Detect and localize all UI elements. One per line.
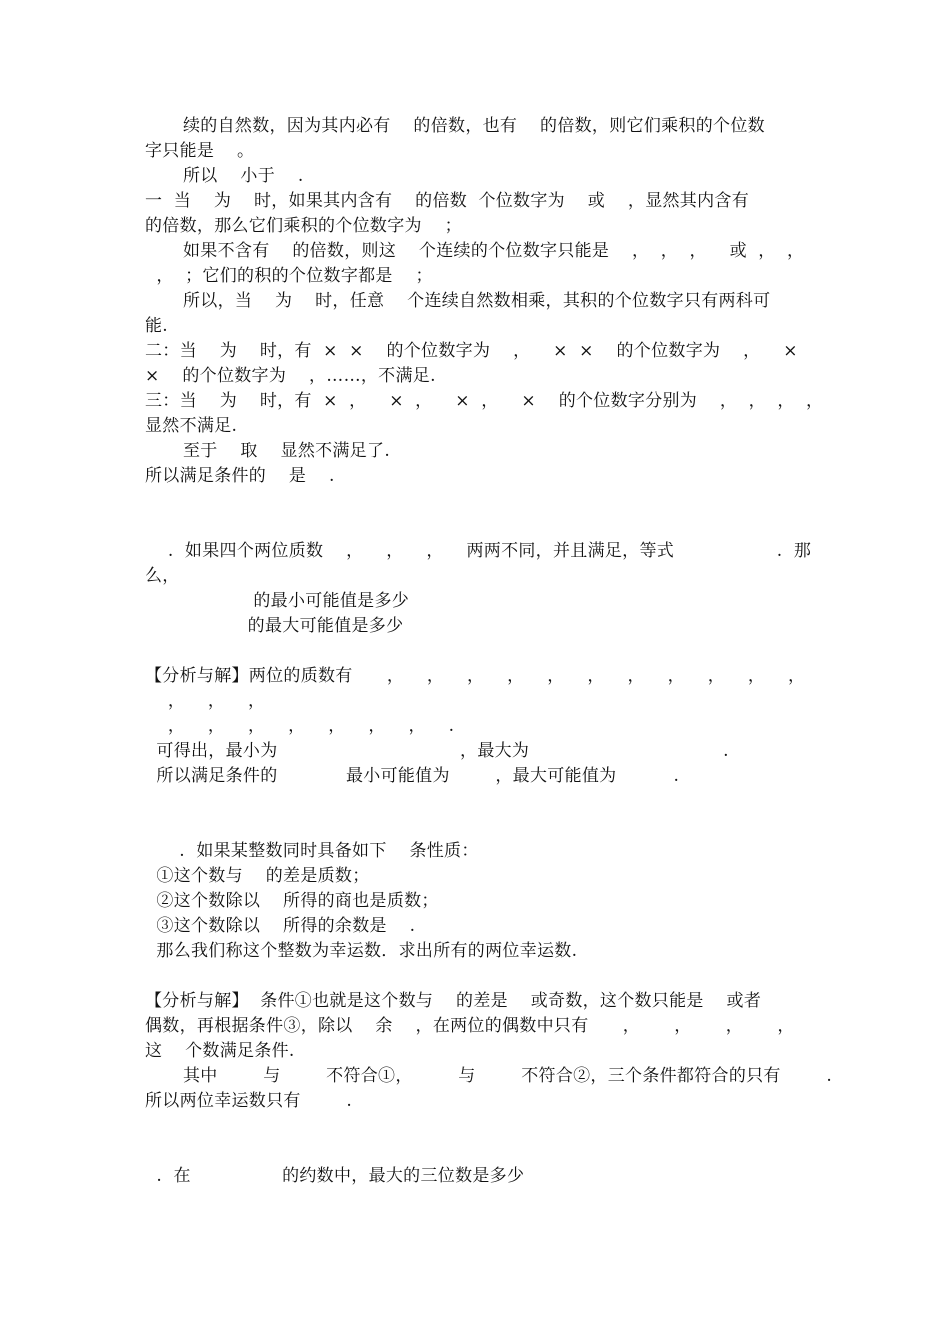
- text-line-9: 能.: [145, 316, 169, 336]
- problem-2-statement: . 如果四个两位质数 ， ， ， 两两不同，并且满足，等式 . 那: [145, 541, 812, 561]
- text-line-3: 所以 小于 .: [183, 166, 304, 186]
- condition-3: ③这个数除以 所得的余数是 .: [145, 916, 416, 936]
- text-line-21: ， ， ，: [145, 691, 266, 711]
- text-line-5: 的倍数，那么它们乘积的个位数字为 ；: [145, 216, 462, 236]
- text-line-31: 偶数，再根据条件③，除以 余 ，在两位的偶数中只有 ， ， ， ，: [145, 1016, 795, 1036]
- text-line-32: 这 个数满足条件.: [145, 1041, 295, 1061]
- text-line-6: 如果不含有 的倍数，则这 个连续的个位数字只能是 ， ， ， 或 ， ，: [183, 241, 805, 261]
- condition-2: ②这个数除以 所得的商也是质数；: [145, 891, 439, 911]
- text-line-14: 至于 取 显然不满足了.: [183, 441, 391, 461]
- problem-3-statement: . 如果某整数同时具备如下 条性质：: [145, 841, 479, 861]
- text-line-17: 么，: [145, 566, 180, 586]
- text-line-4: 一 当 为 时，如果其内含有 的倍数 个位数字为 或 ，显然其内含有: [145, 191, 749, 211]
- text-line-11: × 的个位数字为 ，……，不满足.: [145, 366, 436, 386]
- text-line-13: 显然不满足.: [145, 416, 238, 436]
- text-line-15: 所以满足条件的 是 .: [145, 466, 335, 486]
- text-line-8: 所以，当 为 时，任意 个连续自然数相乘，其积的个位数字只有两科可: [183, 291, 771, 311]
- text-line-1: 续的自然数，因为其内必有 的倍数，也有 的倍数，则它们乘积的个位数: [183, 116, 765, 136]
- analysis-heading-2: 【分析与解】 条件①也就是这个数与 的差是 或奇数，这个数只能是 或者: [145, 991, 762, 1011]
- text-line-34: 所以两位幸运数只有 .: [145, 1091, 353, 1111]
- text-line-24: 所以满足条件的 最小可能值为 ，最大可能值为 .: [145, 766, 680, 786]
- text-line-22: ， ， ， ， ， ， ， .: [145, 716, 455, 736]
- text-line-33: 其中 与 不符合①， 与 不符合②，三个条件都符合的只有 .: [183, 1066, 833, 1086]
- condition-1: ①这个数与 的差是质数；: [145, 866, 370, 886]
- text-line-10: 二：当 为 时，有 × × 的个位数字为 ， × × 的个位数字为 ， ×: [145, 341, 798, 361]
- problem-2-question-1: 的最小可能值是多少: [145, 591, 410, 611]
- text-line-23: 可得出，最小为 ，最大为 .: [145, 741, 729, 761]
- text-line-2: 字只能是 。: [145, 141, 255, 161]
- problem-3-question: 那么我们称这个整数为幸运数．求出所有的两位幸运数.: [145, 941, 578, 961]
- analysis-heading-1: 【分析与解】两位的质数有 ， ， ， ， ， ， ， ， ， ， ，: [145, 666, 806, 686]
- problem-2-question-2: 的最大可能值是多少: [145, 616, 404, 636]
- text-line-7: ， ；它们的积的个位数字都是 ；: [145, 266, 433, 286]
- problem-4-statement: . 在 的约数中，最大的三位数是多少: [145, 1166, 525, 1186]
- text-line-12: 三：当 为 时，有 × ， × ， × ， × 的个位数字分别为 ， ， ， ，: [145, 391, 824, 411]
